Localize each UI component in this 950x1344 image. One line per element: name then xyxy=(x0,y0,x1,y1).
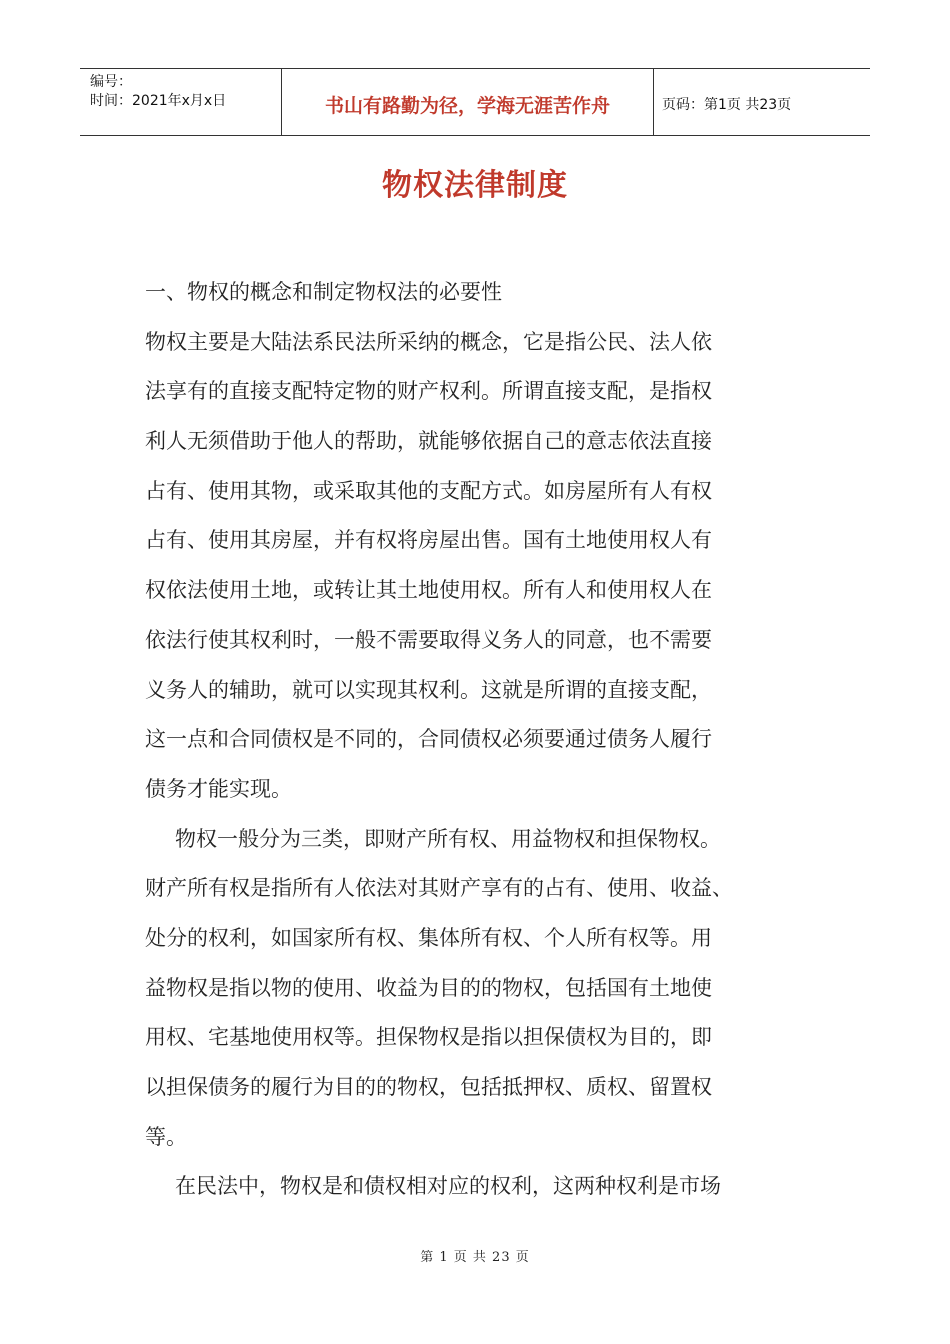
paragraph-line: 占有、使用其物，或采取其他的支配方式。如房屋所有人有权 xyxy=(145,478,712,503)
paragraph-line: 物权一般分为三类，即财产所有权、用益物权和担保物权。 xyxy=(175,826,721,851)
document-time-label: 时间：2021年x月x日 xyxy=(90,93,227,109)
header-motto: 书山有路勤为径，学海无涯苦作舟 xyxy=(282,69,654,135)
paragraph-line: 财产所有权是指所有人依法对其财产享有的占有、使用、收益、 xyxy=(145,876,733,901)
paragraph-line: 依法行使其权利时，一般不需要取得义务人的同意，也不需要 xyxy=(145,627,712,652)
paragraph-line: 处分的权利，如国家所有权、集体所有权、个人所有权等。用 xyxy=(145,925,712,950)
paragraph-line: 义务人的辅助，就可以实现其权利。这就是所谓的直接支配， xyxy=(145,677,712,702)
paragraph-line: 益物权是指以物的使用、收益为目的的物权，包括国有土地使 xyxy=(145,975,712,1000)
header-table xyxy=(80,68,870,136)
paragraph-line: 在民法中，物权是和债权相对应的权利，这两种权利是市场 xyxy=(175,1174,721,1199)
document-number-label: 编号： xyxy=(90,74,132,90)
paragraph-line: 权依法使用土地，或转让其土地使用权。所有人和使用权人在 xyxy=(145,578,712,603)
paragraph-line: 利人无须借助于他人的帮助，就能够依据自己的意志依法直接 xyxy=(145,429,712,454)
header-page-info: 页码：第1页 共23页 xyxy=(662,97,792,113)
paragraph-line: 物权主要是大陆法系民法所采纳的概念，它是指公民、法人依 xyxy=(145,329,712,354)
paragraph-line: 债务才能实现。 xyxy=(145,776,292,801)
document-title: 物权法律制度 xyxy=(382,168,568,203)
paragraph-line: 等。 xyxy=(145,1124,187,1149)
paragraph-line: 法享有的直接支配特定物的财产权利。所谓直接支配，是指权 xyxy=(145,379,712,404)
section-heading: 一、物权的概念和制定物权法的必要性 xyxy=(145,280,502,304)
paragraph-line: 占有、使用其房屋，并有权将房屋出售。国有土地使用权人有 xyxy=(145,528,712,553)
paragraph-line: 这一点和合同债权是不同的，合同债权必须要通过债务人履行 xyxy=(145,727,712,752)
paragraph-line: 用权、宅基地使用权等。担保物权是指以担保债权为目的，即 xyxy=(145,1025,712,1050)
document-body xyxy=(145,268,845,1212)
page-footer: 第 1 页 共 23 页 xyxy=(420,1250,530,1265)
header-meta-cell xyxy=(80,69,282,135)
paragraph-line: 以担保债务的履行为目的的物权，包括抵押权、质权、留置权 xyxy=(145,1075,712,1099)
